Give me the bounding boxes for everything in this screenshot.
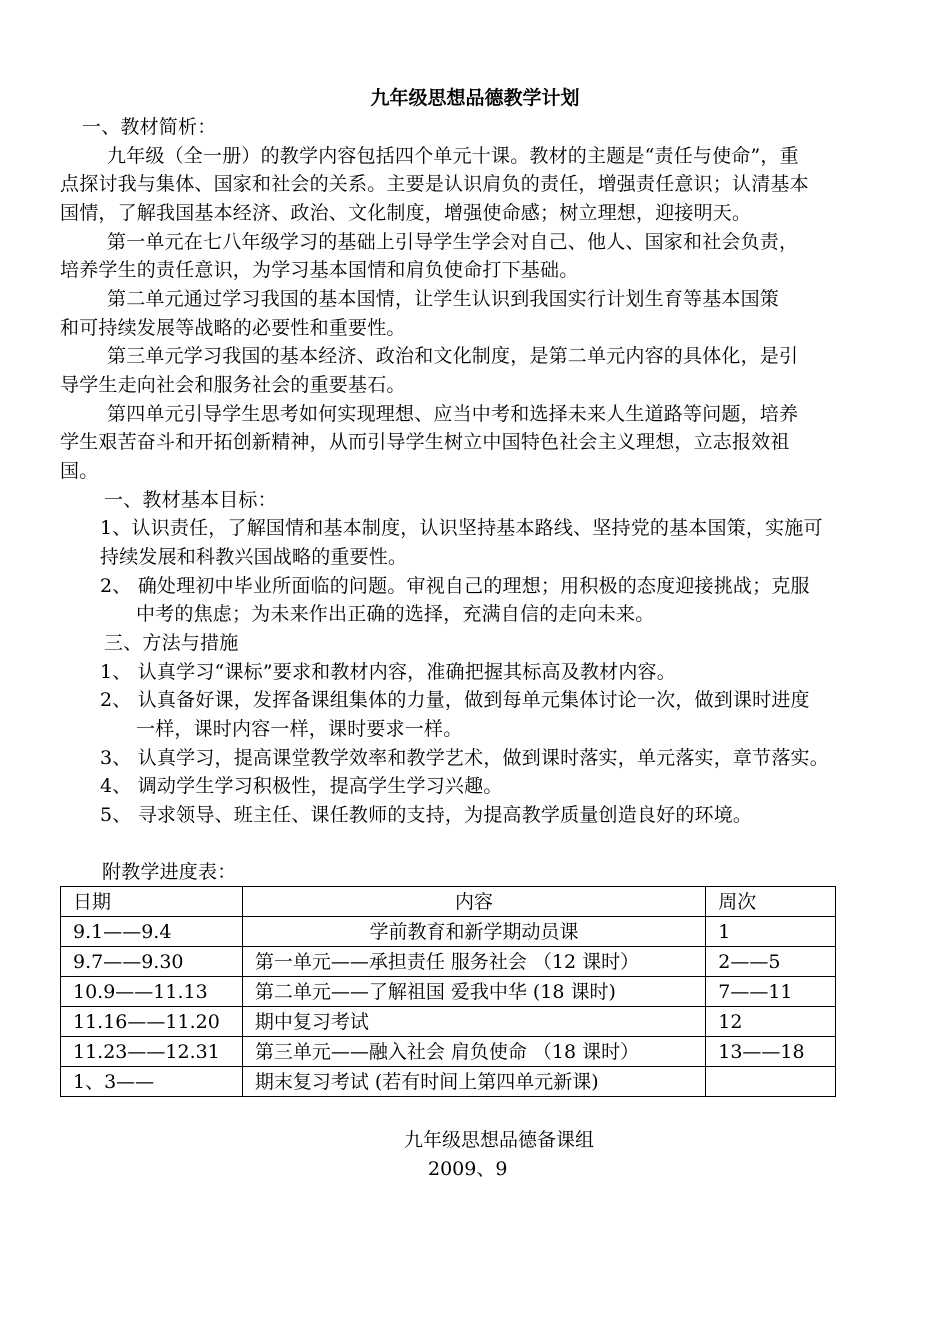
signature-date: 2009、9 — [428, 1158, 508, 1180]
list-item: 4、 调动学生学习积极性，提高学生学习兴趣。 — [100, 775, 503, 797]
table-header-row — [61, 887, 836, 917]
cell-date: 9.1——9.4 — [61, 917, 243, 947]
paragraph-line: 第一单元在七八年级学习的基础上引导学生学会对自己、他人、国家和社会负责， — [107, 231, 799, 253]
list-item: 2、 认真备好课，发挥备课组集体的力量，做到每单元集体讨论一次，做到课时进度 — [100, 689, 810, 711]
section-heading-1: 一、教材简析： — [82, 116, 217, 138]
cell-week: 7——11 — [706, 977, 836, 1007]
paragraph-line: 培养学生的责任意识，为学习基本国情和肩负使命打下基础。 — [60, 259, 579, 281]
table-row — [61, 1037, 836, 1067]
paragraph-line: 第三单元学习我国的基本经济、政治和文化制度，是第二单元内容的具体化，是引 — [107, 345, 799, 367]
header-date: 日期 — [61, 887, 243, 917]
header-week: 周次 — [706, 887, 836, 917]
paragraph-line: 第四单元引导学生思考如何实现理想、应当中考和选择未来人生道路等问题，培养 — [107, 403, 799, 425]
cell-date: 10.9——11.13 — [61, 977, 243, 1007]
cell-date: 11.16——11.20 — [61, 1007, 243, 1037]
list-item: 3、 认真学习，提高课堂教学效率和教学艺术，做到课时落实，单元落实，章节落实。 — [100, 747, 829, 769]
section-heading-2: 一、教材基本目标： — [104, 489, 277, 511]
paragraph-line: 学生艰苦奋斗和开拓创新精神，从而引导学生树立中国特色社会主义理想，立志报效祖 — [60, 431, 790, 453]
list-item: 1、认识责任，了解国情和基本制度，认识坚持基本路线、坚持党的基本国策，实施可 — [100, 517, 823, 539]
list-item-continuation: 中考的焦虑；为未来作出正确的选择，充满自信的走向未来。 — [136, 603, 655, 625]
cell-content: 学前教育和新学期动员课 — [242, 917, 705, 947]
paragraph-line: 和可持续发展等战略的必要性和重要性。 — [60, 317, 406, 339]
paragraph-line: 九年级（全一册）的教学内容包括四个单元十课。教材的主题是“责任与使命”，重 — [107, 145, 799, 167]
section-heading-3: 三、方法与措施 — [104, 632, 239, 654]
list-item: 1、 认真学习“课标”要求和教材内容，准确把握其标高及教材内容。 — [100, 661, 676, 683]
list-item-continuation: 持续发展和科教兴国战略的重要性。 — [100, 546, 408, 568]
cell-date: 11.23——12.31 — [61, 1037, 243, 1067]
table-row — [61, 947, 836, 977]
paragraph-line: 国。 — [60, 460, 99, 482]
cell-week — [706, 1067, 836, 1097]
paragraph-line: 点探讨我与集体、国家和社会的关系。主要是认识肩负的责任，增强责任意识；认清基本 — [60, 173, 809, 195]
table-row — [61, 1067, 836, 1097]
list-item: 5、 寻求领导、班主任、课任教师的支持，为提高教学质量创造良好的环境。 — [100, 804, 753, 826]
header-content: 内容 — [242, 887, 705, 917]
list-item-continuation: 一样，课时内容一样，课时要求一样。 — [136, 718, 463, 740]
table-row — [61, 1007, 836, 1037]
cell-date: 9.7——9.30 — [61, 947, 243, 977]
cell-content: 第一单元——承担责任 服务社会 （12 课时） — [242, 947, 705, 977]
schedule-table — [60, 886, 836, 1097]
table-row — [61, 977, 836, 1007]
cell-week: 1 — [706, 917, 836, 947]
cell-week: 2——5 — [706, 947, 836, 977]
cell-week: 13——18 — [706, 1037, 836, 1067]
table-row — [61, 917, 836, 947]
signature-group: 九年级思想品德备课组 — [404, 1129, 595, 1151]
paragraph-line: 国情，了解我国基本经济、政治、文化制度，增强使命感；树立理想，迎接明天。 — [60, 202, 752, 224]
cell-date: 1、3—— — [61, 1067, 243, 1097]
cell-content: 第三单元——融入社会 肩负使命 （18 课时） — [242, 1037, 705, 1067]
cell-content: 期末复习考试 (若有时间上第四单元新课) — [242, 1067, 705, 1097]
schedule-caption: 附教学进度表： — [102, 861, 237, 883]
document-title: 九年级思想品德教学计划 — [370, 87, 580, 109]
cell-content: 期中复习考试 — [242, 1007, 705, 1037]
cell-week: 12 — [706, 1007, 836, 1037]
list-item: 2、 确处理初中毕业所面临的问题。审视自己的理想；用积极的态度迎接挑战；克服 — [100, 575, 810, 597]
paragraph-line: 第二单元通过学习我国的基本国情，让学生认识到我国实行计划生育等基本国策 — [107, 288, 780, 310]
paragraph-line: 导学生走向社会和服务社会的重要基石。 — [60, 374, 406, 396]
cell-content: 第二单元——了解祖国 爱我中华 (18 课时) — [242, 977, 705, 1007]
